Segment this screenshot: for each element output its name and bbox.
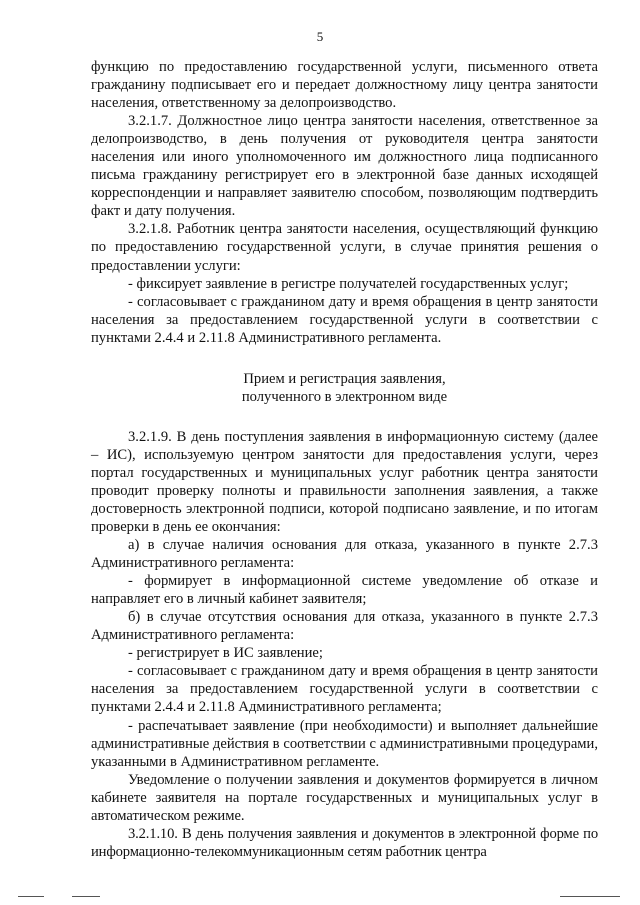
list-item: - формирует в информационной системе уведомление об отказе и направляет его в личный кабинет заявителя; <box>91 573 598 608</box>
list-item: - регистрирует в ИС заявление; <box>128 645 323 662</box>
paragraph-3-2-1-8: 3.2.1.8. Работник центра занятости населения, осуществляющий функцию по предоставлению государственной услуги, в случае принятия решения о предоставлении услуги: <box>91 221 598 274</box>
list-item: - фиксирует заявление в регистре получателей государственных услуг; <box>128 275 569 292</box>
scan-edge-marks <box>0 896 640 900</box>
page-number: 5 <box>316 29 324 44</box>
list-item: - согласовывает с гражданином дату и время обращения в центр занятости населения за предоставлением государственной услуги в соответствии с пунктами 2.4.4 и 2.11.8 Административного регламента. <box>91 293 598 346</box>
list-item-a: а) в случае наличия основания для отказа, указанного в пункте 2.7.3 Административного регламента: <box>91 537 598 572</box>
edge-mark <box>560 896 620 897</box>
paragraph-3-2-1-9: 3.2.1.9. В день поступления заявления в информационную систему (далее – ИС), используемую центром занятости для предоставления услуги, через портал государственных и муниципальных услуг работник центра занятости проводит проверку полноты и правильности заполнения заявления, а также достоверность электронной подписи, которой подписано заявление, и по итогам проверки в день ее окончания: <box>91 428 598 535</box>
paragraph-3-2-1-10: 3.2.1.10. В день получения заявления и документов в электронной форме по информационно-телекоммуникационным сетям работник центра <box>91 825 598 860</box>
list-item: - распечатывает заявление (при необходимости) и выполняет дальнейшие административные действия в соответствии с административными процедурами, указанными в Административном регламенте. <box>91 717 598 770</box>
edge-mark <box>72 896 100 897</box>
section-heading-line-2: полученного в электронном виде <box>241 388 448 405</box>
edge-mark <box>18 896 44 897</box>
paragraph-3-2-1-7: 3.2.1.7. Должностное лицо центра занятости населения, ответственное за делопроизводство, в день получения от руководителя центра занятости населения или иного уполномоченного им должностного лица подписанного письма гражданину регистрирует его в электронной базе данных исходящей корреспонденции и направляет заявителю способом, позволяющим подтвердить факт и дату получения. <box>91 113 598 220</box>
list-item: - согласовывает с гражданином дату и время обращения в центр занятости населения за предоставлением государственной услуги в соответствии с пунктами 2.4.4 и 2.11.8 Административного регламента; <box>91 663 598 716</box>
document-body <box>91 58 598 861</box>
paragraph: функцию по предоставлению государственной услуги, письменного ответа гражданину подписывает его и передает должностному лицу центра занятости населения, ответственному за делопроизводство. <box>91 59 598 112</box>
section-heading-line-1: Прием и регистрация заявления, <box>243 370 446 387</box>
paragraph-notification: Уведомление о получении заявления и документов формируется в личном кабинете заявителя на портале государственных и муниципальных услуг в автоматическом режиме. <box>91 771 598 824</box>
list-item-b: б) в случае отсутствия основания для отказа, указанного в пункте 2.7.3 Административного регламента: <box>91 609 598 644</box>
